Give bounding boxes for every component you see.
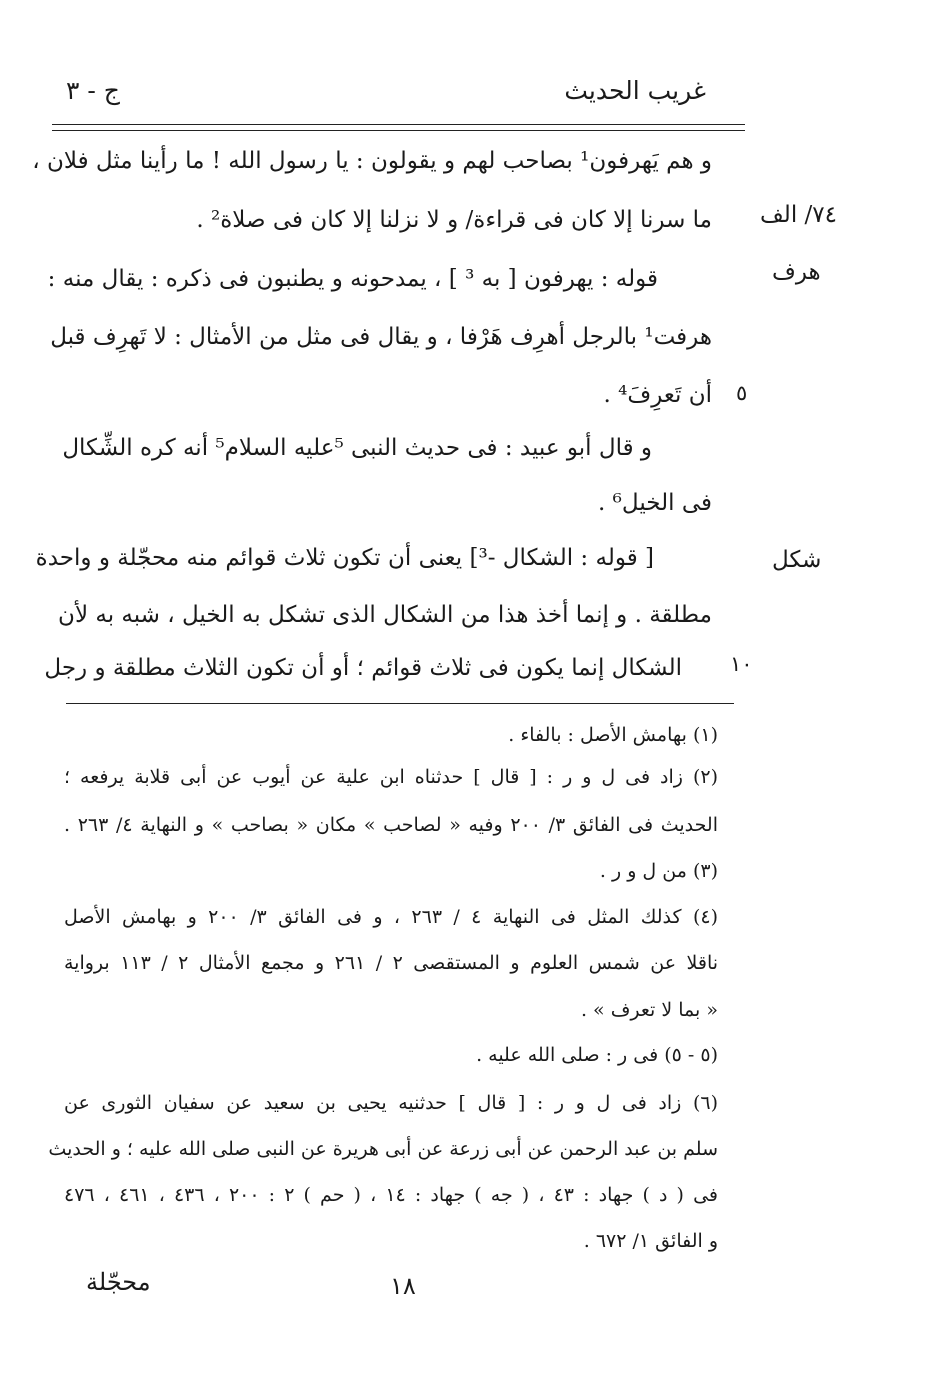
main-line-5: أن تَعرِفَ⁴ .	[603, 382, 712, 408]
footnote-5: (٥ - ٥) فى ر : صلى الله عليه .	[476, 1044, 718, 1066]
footnote-6d: و الفائق ١/ ٦٧٢ .	[583, 1230, 718, 1252]
line-number-10: ١٠	[730, 652, 753, 676]
footnote-4c: « بما لا تعرف » .	[580, 999, 718, 1021]
running-title: غريب الحديث	[564, 76, 706, 105]
footnote-4a: (٤) كذلك المثل فى النهاية ٤ / ٢٦٣ ، و فى الفائق ٣/ ٢٠٠ و بهامش الأصل	[64, 906, 718, 928]
main-line-7: فى الخيل⁶ .	[598, 490, 712, 516]
volume-label: ج - ٣	[66, 76, 120, 105]
main-line-3: قوله : يهرفون [ به ³ ] ، يمدحونه و يطنبون فى ذكره : يقال منه :	[47, 266, 658, 292]
main-line-6: و قال أبو عبيد : فى حديث النبى ⁵عليه السلام⁵ أنه كره الشِّكال	[62, 435, 652, 461]
footnote-6c: فى ( د ) جهاد : ٤٣ ، ( جه ) جهاد : ١٤ ، ( حم ) ٢ : ٢٠٠ ، ٤٣٦ ، ٤٦١ ، ٤٧٦	[64, 1184, 718, 1206]
footnote-4b: ناقلا عن شمس العلوم و المستقصى ٢ / ٢٦١ و مجمع الأمثال ٢ / ١١٣ برواية	[64, 952, 719, 974]
main-line-9: مطلقة . و إنما أخذ هذا من الشكال الذى تشكل به الخيل ، شبه به لأن	[58, 602, 712, 628]
footnote-6b: سلم بن عبد الرحمن عن أبى زرعة عن أبى هريرة عن النبى صلى الله عليه ؛ و الحديث	[48, 1138, 718, 1160]
page-number: ١٨	[390, 1272, 416, 1300]
header-rule-bottom	[52, 130, 745, 131]
catchword: محجّلة	[86, 1268, 151, 1296]
main-line-10: الشكال إنما يكون فى ثلاث قوائم ؛ أو أن تكون الثلاث مطلقة و رجل	[44, 655, 682, 681]
footnote-1: (١) بهامش الأصل : بالفاء .	[508, 724, 718, 746]
footnote-2b: الحديث فى الفائق ٣/ ٢٠٠ وفيه « لصاحب » مكان « بصاحب » و النهاية ٤/ ٢٦٣ .	[64, 814, 718, 836]
margin-keyword-harf: هرف	[772, 259, 821, 285]
main-line-2: ما سرنا إلا كان فى قراءة/ و لا نزلنا إلا كان فى صلاة² .	[196, 207, 712, 233]
margin-keyword-shikal: شكل	[772, 547, 822, 573]
footnote-6a: (٦) زاد فى ل و ر : [ قال ] حدثنيه يحيى بن سعيد عن سفيان الثورى عن	[64, 1092, 718, 1114]
footnote-3: (٣) من ل و ر .	[599, 860, 718, 882]
main-line-1: و هم يَهرفون¹ بصاحب لهم و يقولون : يا رسول الله ! ما رأينا مثل فلان ،	[32, 148, 712, 174]
header-rule-top	[52, 124, 745, 125]
footnote-rule	[66, 703, 734, 704]
line-number-5: ٥	[736, 381, 748, 405]
main-line-4: هرفت¹ بالرجل أهرِف هَرْفا ، و يقال فى مثل من الأمثال : لا تَهرِف قبل	[50, 324, 712, 350]
footnote-2a: (٢) زاد فى ل و ر : [ قال ] حدثناه ابن علية عن أيوب عن أبى قلابة يرفعه ؛	[64, 766, 718, 788]
main-line-8: [ قوله : الشكال -³] يعنى أن تكون ثلاث قوائم منه محجّلة و واحدة	[35, 545, 654, 571]
folio-marker: ٧٤/ الف	[760, 202, 837, 228]
